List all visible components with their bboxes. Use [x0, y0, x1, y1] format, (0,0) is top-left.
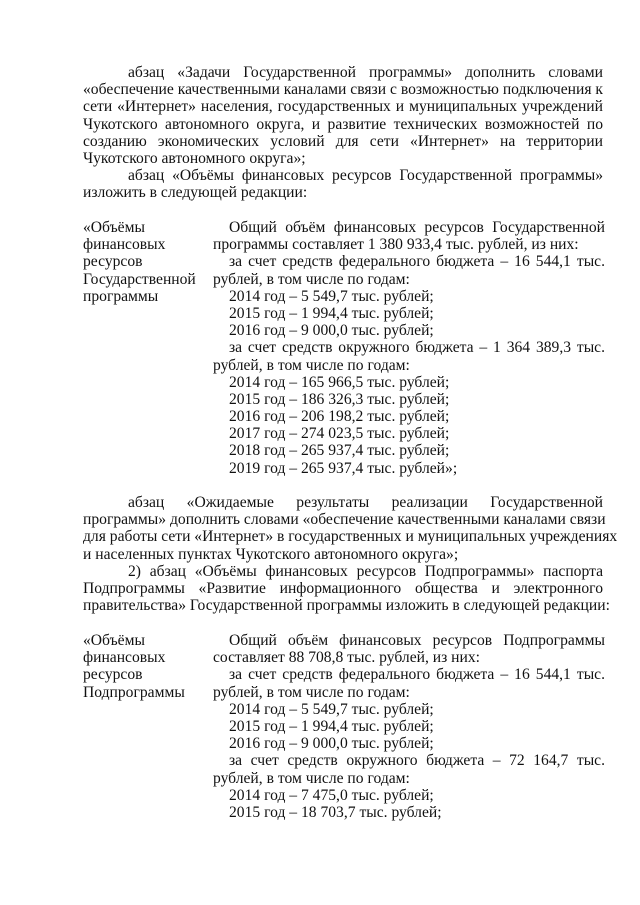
year-line: 2016 год – 9 000,0 тыс. рублей;	[229, 735, 434, 753]
text-line: и населенных пунктах Чукотского автономного округа»;	[83, 545, 459, 563]
content-line: рублей, в том числе по годам:	[213, 270, 410, 288]
funding-table-label	[83, 219, 211, 305]
year-line: 2015 год – 1 994,4 тыс. рублей;	[229, 304, 434, 322]
content-line: за счет средств окружного бюджета – 72 164,7 тыс.	[229, 752, 605, 770]
text-line: «обеспечение качественными каналами связи с возможностью подключения к	[83, 81, 603, 99]
text-line: абзац «Ожидаемые результаты реализации Государственной	[128, 494, 603, 511]
year-line: 2018 год – 265 937,4 тыс. рублей;	[229, 442, 450, 460]
year-line: 2016 год – 206 198,2 тыс. рублей;	[229, 408, 450, 426]
content-line: за счет средств окружного бюджета – 1 364 389,3 тыс.	[229, 339, 605, 357]
label-line: финансовых	[83, 649, 166, 667]
text-line: сети «Интернет» населения, государственных и муниципальных учреждений	[83, 98, 603, 116]
label-line: «Объёмы	[83, 632, 145, 649]
year-line: 2014 год – 5 549,7 тыс. рублей;	[229, 287, 434, 305]
content-line: за счет средств федерального бюджета – 16 544,1 тыс.	[229, 253, 605, 271]
paragraph-expected-results	[83, 494, 618, 563]
content-line: Общий объём финансовых ресурсов Подпрограммы	[229, 632, 605, 649]
paragraph-tasks-amendment	[83, 64, 603, 167]
text-line: абзац «Задачи Государственной программы» дополнить словами	[128, 64, 603, 81]
text-line: созданию экономических условий для сети «Интернет» на территории	[83, 132, 603, 150]
year-line: 2017 год – 274 023,5 тыс. рублей;	[229, 425, 450, 443]
text-line: Подпрограммы «Развитие информационного общества и электронного	[83, 580, 603, 598]
content-line: рублей, в том числе по годам:	[213, 683, 410, 701]
funding-table-subprogram	[83, 632, 605, 824]
year-line: 2016 год – 9 000,0 тыс. рублей;	[229, 322, 434, 340]
text-line: Чукотского автономного округа»;	[83, 149, 306, 167]
year-line: 2019 год – 265 937,4 тыс. рублей»;	[229, 459, 458, 477]
year-line: 2015 год – 1 994,4 тыс. рублей;	[229, 717, 434, 735]
content-line: составляет 88 708,8 тыс. рублей, из них:	[213, 649, 480, 667]
content-line: программы составляет 1 380 933,4 тыс. рублей, из них:	[213, 236, 579, 254]
text-line: для работы сети «Интернет» в государственных и муниципальных учреждениях	[83, 528, 618, 546]
label-line: программы	[83, 287, 159, 305]
year-line: 2014 год – 165 966,5 тыс. рублей;	[229, 373, 450, 391]
funding-table-content	[213, 632, 605, 821]
label-line: «Объёмы	[83, 219, 145, 236]
text-line: абзац «Объёмы финансовых ресурсов Государственной программы»	[128, 167, 603, 184]
paragraph-funding-intro	[83, 167, 603, 201]
year-line: 2014 год – 5 549,7 тыс. рублей;	[229, 700, 434, 718]
label-line: Подпрограммы	[83, 683, 185, 701]
year-line: 2015 год – 18 703,7 тыс. рублей;	[229, 803, 442, 821]
label-line: ресурсов	[83, 253, 143, 271]
content-line: Общий объём финансовых ресурсов Государственной	[229, 219, 605, 236]
funding-table-content	[213, 219, 605, 477]
label-line: ресурсов	[83, 666, 143, 684]
text-line: изложить в следующей редакции:	[83, 184, 308, 202]
year-line: 2014 год – 7 475,0 тыс. рублей;	[229, 786, 434, 804]
content-line: за счет средств федерального бюджета – 16 544,1 тыс.	[229, 666, 605, 684]
content-line: рублей, в том числе по годам:	[213, 769, 410, 787]
content-line: рублей, в том числе по годам:	[213, 356, 410, 374]
text-line: Чукотского автономного округа, и развитие технических возможностей по	[83, 115, 603, 133]
year-line: 2015 год – 186 326,3 тыс. рублей;	[229, 390, 450, 408]
funding-table-label	[83, 632, 211, 701]
text-line: 2) абзац «Объёмы финансовых ресурсов Подпрограммы» паспорта	[128, 563, 603, 580]
paragraph-subprogram-amendment	[83, 563, 610, 615]
funding-table-state-program	[83, 219, 605, 479]
text-line: программы» дополнить словами «обеспечение качественными каналами связи	[83, 511, 606, 529]
label-line: финансовых	[83, 236, 166, 254]
text-line: правительства» Государственной программы изложить в следующей редакции:	[83, 597, 610, 615]
label-line: Государственной	[83, 270, 196, 288]
